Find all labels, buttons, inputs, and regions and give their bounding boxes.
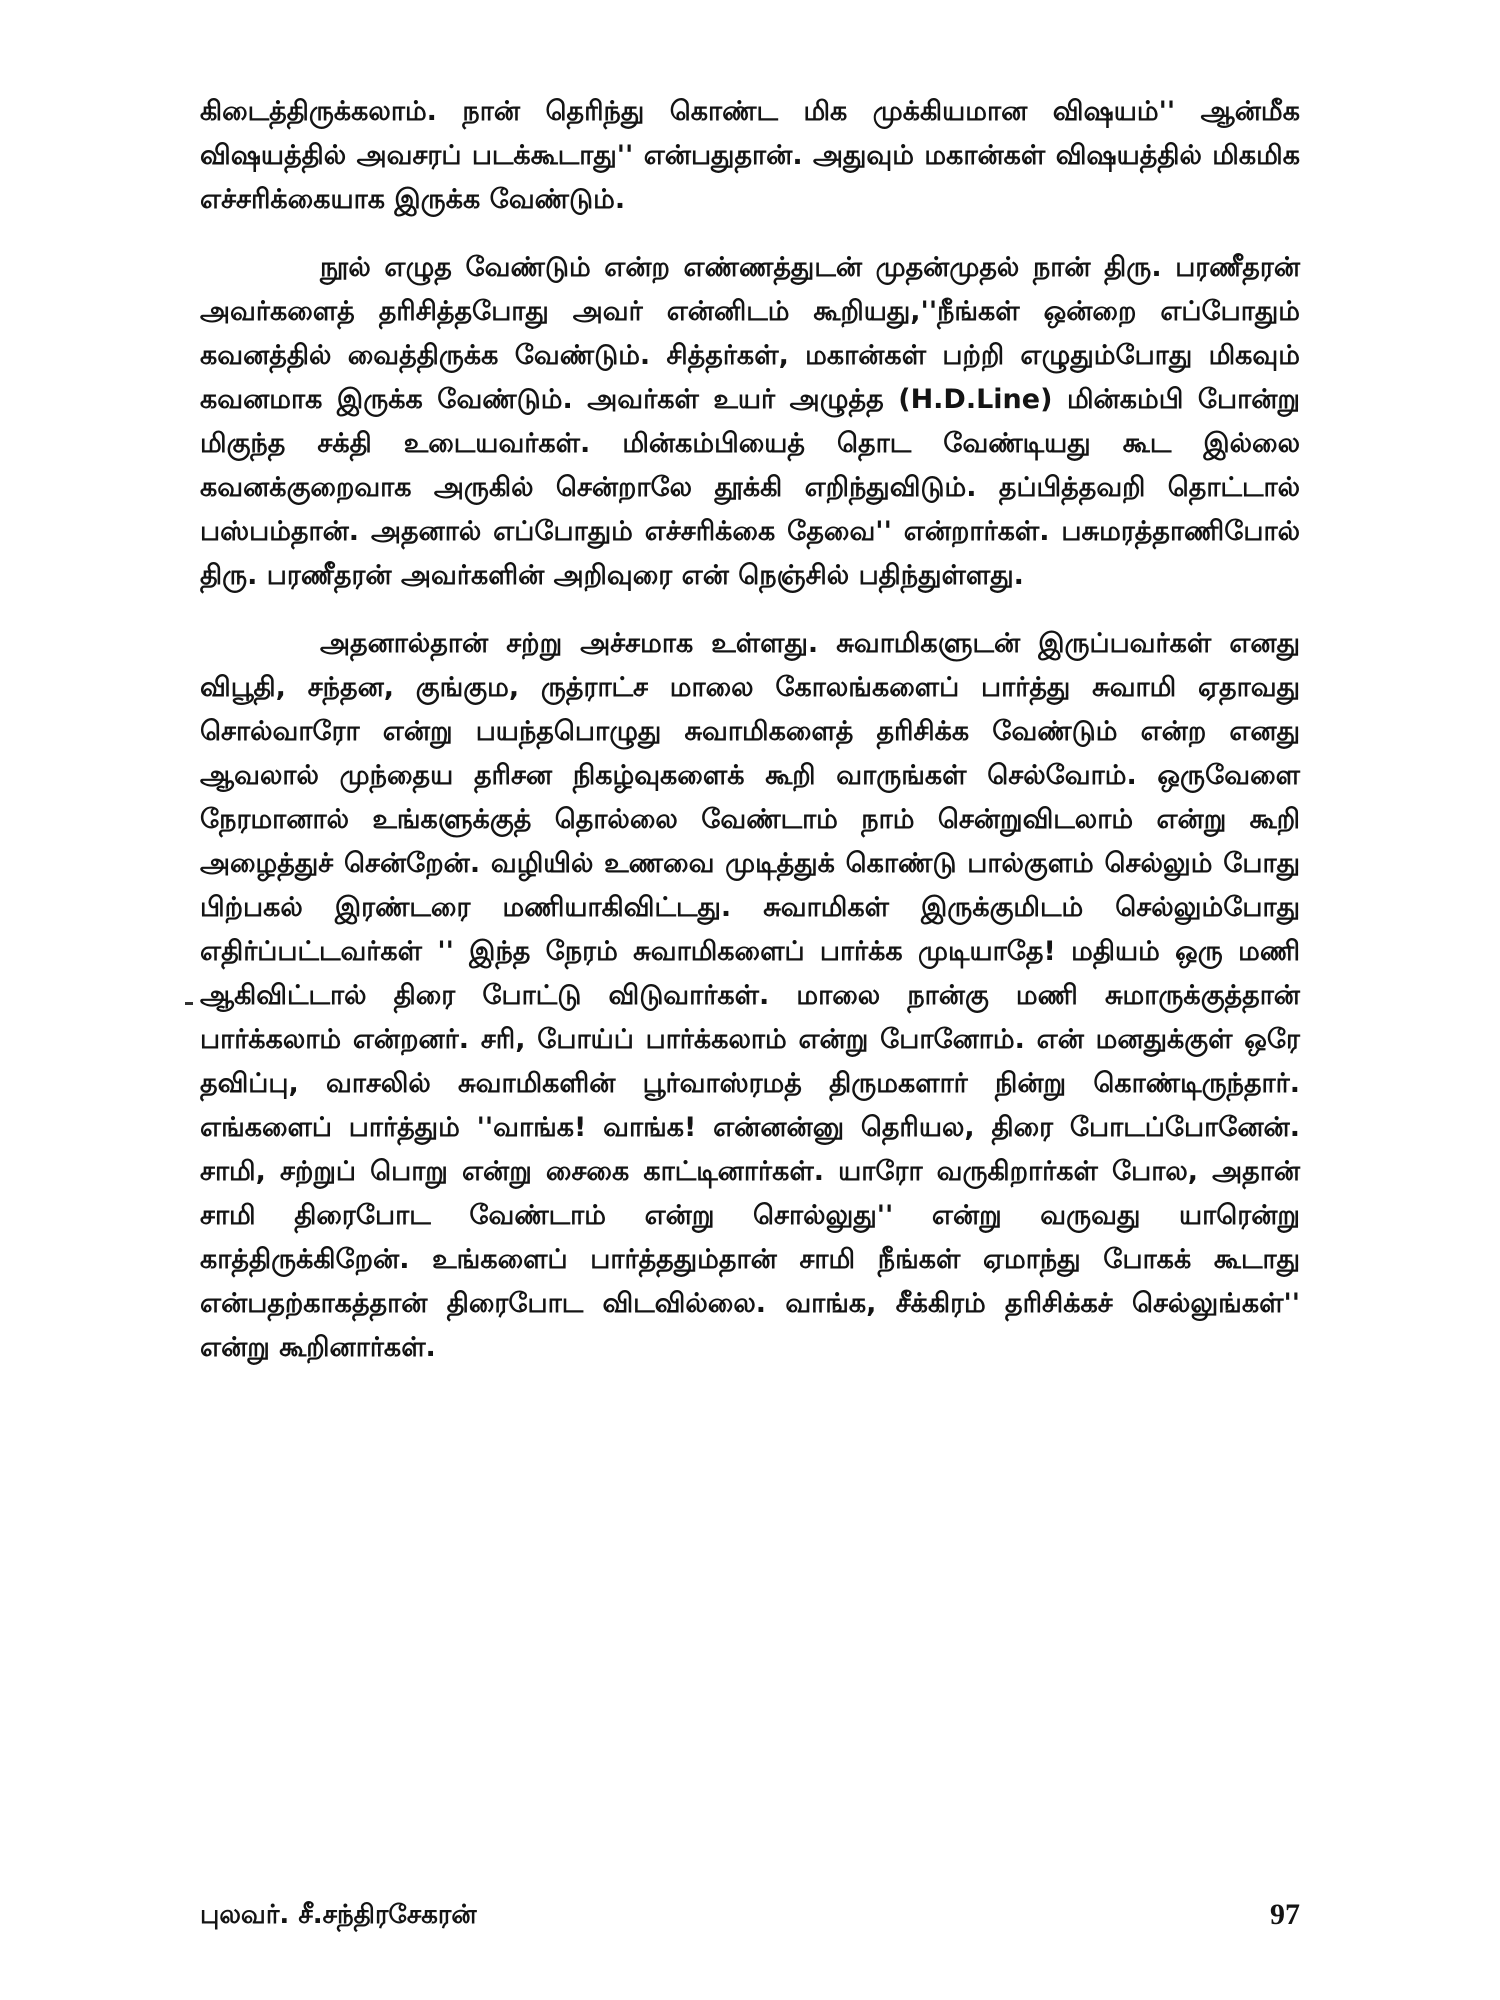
page-number: 97 — [1270, 1898, 1300, 1931]
author-name: புலவர். சீ.சந்திரசேகரன் — [200, 1900, 477, 1930]
margin-mark — [185, 1002, 193, 1005]
body-text — [200, 90, 1300, 1370]
paragraph-3: அதனால்தான் சற்று அச்சமாக உள்ளது. சுவாமிகளுடன் இருப்பவர்கள் எனது விபூதி, சந்தன, குங்கும, ருத்ராட்ச மாலை கோலங்களைப் பார்த்து சுவாமி ஏதாவது சொல்வாரோ என்று பயந்தபொழுது சுவாமிகளைத் தரிசிக்க வேண்டும் என்ற எனது ஆவலால் முந்தைய தரிசன நிகழ்வுகளைக் கூறி வாருங்கள் செல்வோம். ஒருவேளை நேரமானால் உங்களுக்குத் தொல்லை வேண்டாம் நாம் சென்றுவிடலாம் என்று கூறி அழைத்துச் சென்றேன். வழியில் உணவை முடித்துக் கொண்டு பால்குளம் செல்லும் போது பிற்பகல் இரண்டரை மணியாகிவிட்டது. சுவாமிகள் இருக்குமிடம் செல்லும்போது எதிர்ப்பட்டவர்கள் '' இந்த நேரம் சுவாமிகளைப் பார்க்க முடியாதே! மதியம் ஒரு மணி ஆகிவிட்டால் திரை போட்டு விடுவார்கள். மாலை நான்கு மணி சுமாருக்குத்தான் பார்க்கலாம் என்றனர். சரி, போய்ப் பார்க்கலாம் என்று போனோம். என் மனதுக்குள் ஒரே தவிப்பு, வாசலில் சுவாமிகளின் பூர்வாஸ்ரமத் திருமகளார் நின்று கொண்டிருந்தார். எங்களைப் பார்த்தும் ''வாங்க! வாங்க! என்னன்னு தெரியல, திரை போடப்போனேன். சாமி, சற்றுப் பொறு என்று சைகை காட்டினார்கள். யாரோ வருகிறார்கள் போல, அதான் சாமி திரைபோட வேண்டாம் என்று சொல்லுது'' என்று வருவது யாரென்று காத்திருக்கிறேன். உங்களைப் பார்த்ததும்தான் சாமி நீங்கள் ஏமாந்து போகக் கூடாது என்பதற்காகத்தான் திரைபோட விடவில்லை. வாங்க, சீக்கிரம் தரிசிக்கச் செல்லுங்கள்'' என்று கூறினார்கள். — [200, 628, 1300, 1363]
paragraph-1: கிடைத்திருக்கலாம். நான் தெரிந்து கொண்ட மிக முக்கியமான விஷயம்'' ஆன்மீக விஷயத்தில் அவசரப் படக்கூடாது'' என்பதுதான். அதுவும் மகான்கள் விஷயத்தில் மிகமிக எச்சரிக்கையாக இருக்க வேண்டும். — [200, 96, 1300, 215]
page-footer — [200, 1900, 1300, 1940]
paragraph-2: நூல் எழுத வேண்டும் என்ற எண்ணத்துடன் முதன்முதல் நான் திரு. பரணீதரன் அவர்களைத் தரிசித்தபோது அவர் என்னிடம் கூறியது,''நீங்கள் ஒன்றை எப்போதும் கவனத்தில் வைத்திருக்க வேண்டும். சித்தர்கள், மகான்கள் பற்றி எழுதும்போது மிகவும் கவனமாக இருக்க வேண்டும். அவர்கள் உயர் அழுத்த (H.D.Line) மின்கம்பி போன்று மிகுந்த சக்தி உடையவர்கள். மின்கம்பியைத் தொட வேண்டியது கூட இல்லை கவனக்குறைவாக அருகில் சென்றாலே தூக்கி எறிந்துவிடும். தப்பித்தவறி தொட்டால் பஸ்பம்தான். அதனால் எப்போதும் எச்சரிக்கை தேவை'' என்றார்கள். பசுமரத்தாணிபோல் திரு. பரணீதரன் அவர்களின் அறிவுரை என் நெஞ்சில் பதிந்துள்ளது. — [200, 252, 1300, 591]
